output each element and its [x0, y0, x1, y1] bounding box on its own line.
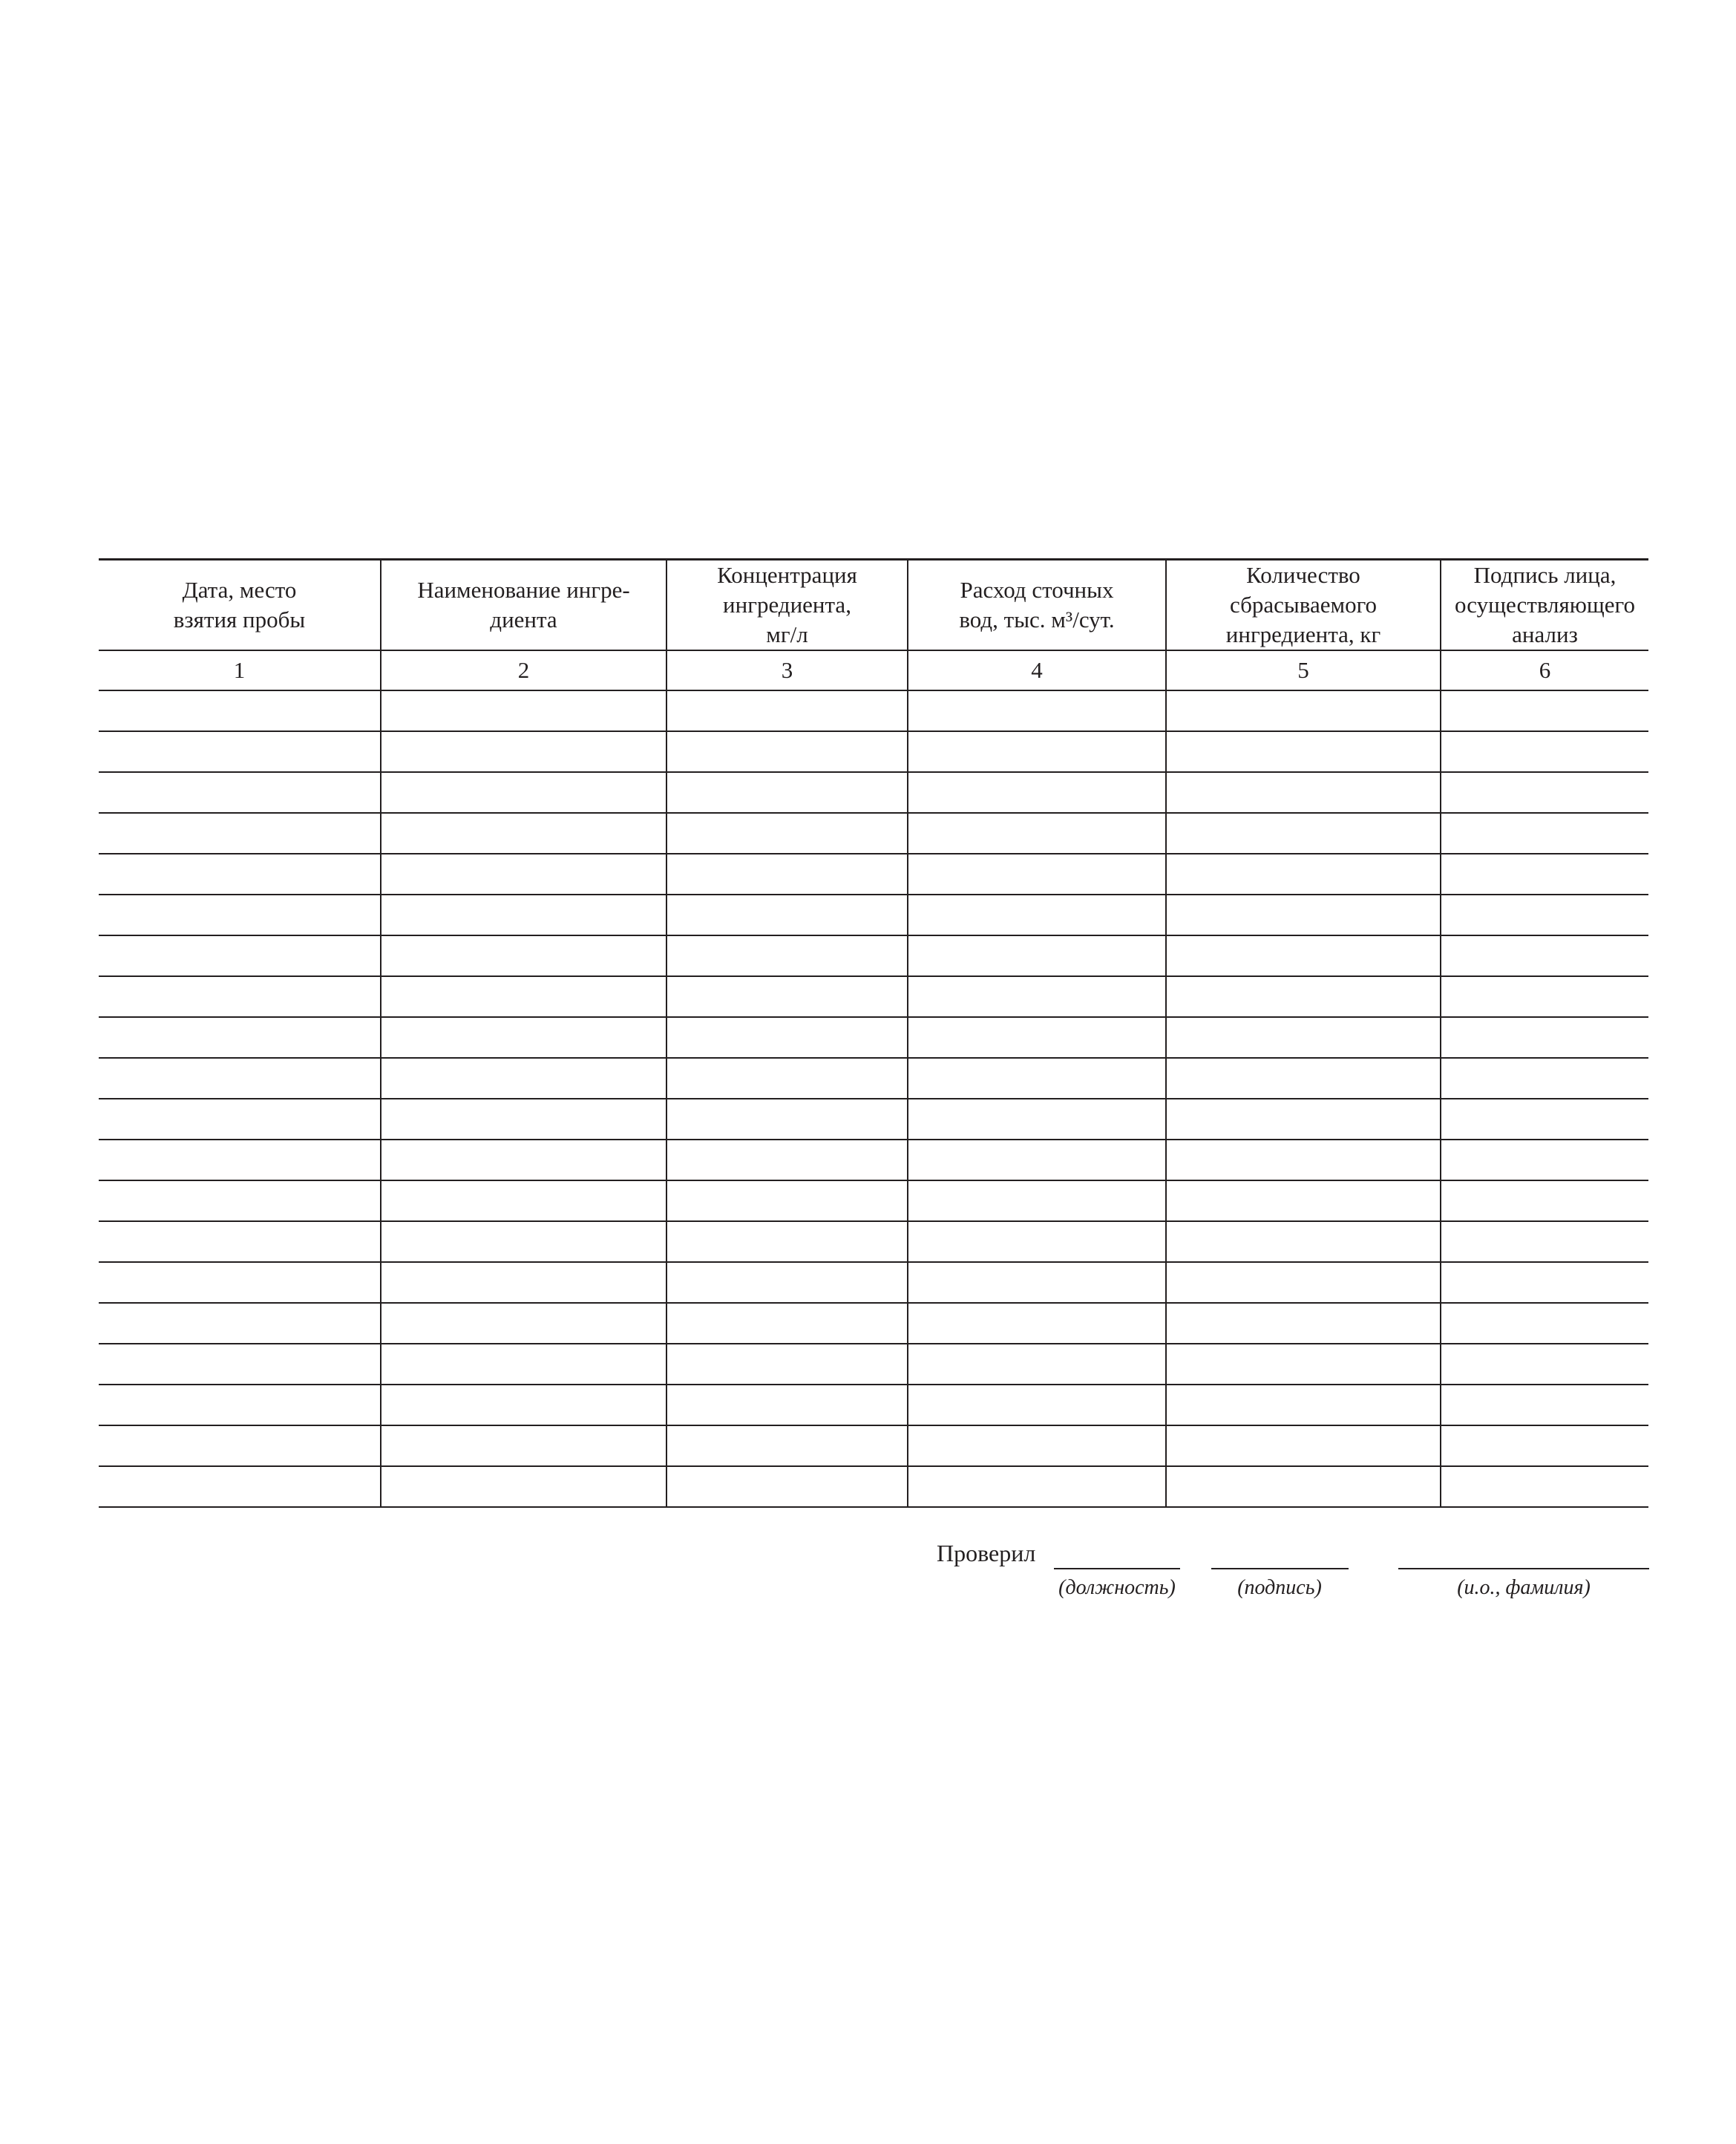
- table-body: [99, 690, 1648, 1507]
- table-cell[interactable]: [1166, 976, 1441, 1017]
- table-cell[interactable]: [908, 1344, 1166, 1385]
- table-cell[interactable]: [99, 976, 381, 1017]
- table-row: [99, 1180, 1648, 1221]
- name-line[interactable]: [1398, 1568, 1649, 1569]
- table-cell[interactable]: [1166, 1344, 1441, 1385]
- table-row: [99, 1140, 1648, 1180]
- table-cell[interactable]: [1166, 1058, 1441, 1099]
- column-header-line: Дата, место: [182, 577, 297, 603]
- column-header-line: Концентрация: [717, 562, 857, 588]
- column-header-line: ингредиента,: [723, 592, 851, 618]
- table-row: [99, 1425, 1648, 1466]
- table-cell[interactable]: [1441, 976, 1648, 1017]
- table-cell[interactable]: [1441, 935, 1648, 976]
- column-number-6: 6: [1441, 650, 1648, 690]
- table-cell[interactable]: [1166, 690, 1441, 731]
- column-number-3: 3: [666, 650, 908, 690]
- table-cell[interactable]: [666, 1099, 908, 1140]
- table-cell[interactable]: [99, 1180, 381, 1221]
- table-cell[interactable]: [1166, 854, 1441, 895]
- table-cell[interactable]: [1166, 1099, 1441, 1140]
- column-header-line: Количество: [1246, 562, 1360, 588]
- table-cell[interactable]: [908, 1099, 1166, 1140]
- table-cell[interactable]: [99, 1221, 381, 1262]
- table-row: [99, 895, 1648, 935]
- table-cell[interactable]: [1441, 1017, 1648, 1058]
- signature-block: [937, 1538, 1649, 1605]
- table-cell[interactable]: [908, 1385, 1166, 1425]
- table-cell[interactable]: [381, 935, 666, 976]
- table-cell[interactable]: [908, 772, 1166, 813]
- table-cell[interactable]: [1166, 935, 1441, 976]
- table-cell[interactable]: [666, 1017, 908, 1058]
- table-cell[interactable]: [666, 1344, 908, 1385]
- table-cell[interactable]: [381, 1344, 666, 1385]
- table-cell[interactable]: [99, 731, 381, 772]
- table-cell[interactable]: [1441, 1344, 1648, 1385]
- table-cell[interactable]: [666, 895, 908, 935]
- table-cell[interactable]: [1166, 895, 1441, 935]
- table-cell[interactable]: [908, 1466, 1166, 1507]
- table-cell[interactable]: [1166, 1140, 1441, 1180]
- table-cell[interactable]: [908, 813, 1166, 854]
- table-row: [99, 1466, 1648, 1507]
- table-cell[interactable]: [908, 1017, 1166, 1058]
- table-cell[interactable]: [666, 772, 908, 813]
- table-cell[interactable]: [381, 690, 666, 731]
- column-header-line: анализ: [1512, 621, 1578, 647]
- table-cell[interactable]: [666, 1140, 908, 1180]
- table-cell[interactable]: [908, 731, 1166, 772]
- table-cell[interactable]: [1441, 1058, 1648, 1099]
- column-header-line: Подпись лица,: [1473, 562, 1617, 588]
- table-cell[interactable]: [1441, 1262, 1648, 1303]
- table-cell[interactable]: [381, 854, 666, 895]
- table-cell[interactable]: [908, 1221, 1166, 1262]
- table-row: [99, 854, 1648, 895]
- table-cell[interactable]: [908, 935, 1166, 976]
- table-cell[interactable]: [1166, 772, 1441, 813]
- signature-caption: (подпись): [1237, 1576, 1322, 1599]
- table-cell[interactable]: [381, 1466, 666, 1507]
- table-cell[interactable]: [99, 935, 381, 976]
- table-cell[interactable]: [1441, 772, 1648, 813]
- column-header-4: [908, 560, 1166, 651]
- table-cell[interactable]: [666, 813, 908, 854]
- table-cell[interactable]: [666, 731, 908, 772]
- column-header-line: осуществляющего: [1454, 592, 1636, 618]
- position-caption: (должность): [1058, 1576, 1176, 1599]
- table-cell[interactable]: [1166, 1262, 1441, 1303]
- table-cell[interactable]: [666, 1221, 908, 1262]
- table-cell[interactable]: [1166, 1385, 1441, 1425]
- table-row: [99, 1099, 1648, 1140]
- column-header-6: [1441, 560, 1648, 651]
- table-cell[interactable]: [99, 1262, 381, 1303]
- table-cell[interactable]: [381, 772, 666, 813]
- table-cell[interactable]: [381, 1140, 666, 1180]
- table-cell[interactable]: [99, 854, 381, 895]
- table-cell[interactable]: [908, 1262, 1166, 1303]
- table-row: [99, 935, 1648, 976]
- table-cell[interactable]: [1441, 1466, 1648, 1507]
- column-number-2: 2: [381, 650, 666, 690]
- column-header-2: [381, 560, 666, 651]
- table-cell[interactable]: [666, 1262, 908, 1303]
- column-header-3: [666, 560, 908, 651]
- table-cell[interactable]: [381, 1262, 666, 1303]
- table-cell[interactable]: [666, 1180, 908, 1221]
- table-cell[interactable]: [908, 690, 1166, 731]
- table-cell[interactable]: [381, 1180, 666, 1221]
- table-cell[interactable]: [666, 1425, 908, 1466]
- table-cell[interactable]: [908, 1140, 1166, 1180]
- table-cell[interactable]: [666, 976, 908, 1017]
- table-cell[interactable]: [1441, 1140, 1648, 1180]
- table-row: [99, 1058, 1648, 1099]
- table-cell[interactable]: [908, 854, 1166, 895]
- table-cell[interactable]: [666, 1303, 908, 1344]
- table-cell[interactable]: [1441, 1385, 1648, 1425]
- table-cell[interactable]: [99, 1385, 381, 1425]
- table-cell[interactable]: [99, 690, 381, 731]
- table-cell[interactable]: [1441, 854, 1648, 895]
- table-cell[interactable]: [1441, 1221, 1648, 1262]
- table-cell[interactable]: [99, 1344, 381, 1385]
- table-cell[interactable]: [99, 1058, 381, 1099]
- column-header-line: Расход сточных: [960, 577, 1114, 603]
- table-cell[interactable]: [381, 895, 666, 935]
- column-header-5: [1166, 560, 1441, 651]
- table-header-row: [99, 560, 1648, 651]
- column-header-line: диента: [490, 607, 557, 633]
- table-cell[interactable]: [1441, 1099, 1648, 1140]
- column-header-1: [99, 560, 381, 651]
- table-cell[interactable]: [1166, 1221, 1441, 1262]
- position-line[interactable]: [1054, 1568, 1180, 1569]
- table-row: [99, 1303, 1648, 1344]
- table-cell[interactable]: [1166, 1017, 1441, 1058]
- column-header-line: взятия пробы: [173, 607, 306, 633]
- table-row: [99, 1262, 1648, 1303]
- table-cell[interactable]: [99, 1099, 381, 1140]
- table-row: [99, 813, 1648, 854]
- table-row: [99, 731, 1648, 772]
- table-row: [99, 1221, 1648, 1262]
- table-cell[interactable]: [908, 895, 1166, 935]
- table-cell[interactable]: [381, 731, 666, 772]
- table-cell[interactable]: [666, 1058, 908, 1099]
- table-row: [99, 690, 1648, 731]
- table-cell[interactable]: [99, 1466, 381, 1507]
- table-cell[interactable]: [908, 976, 1166, 1017]
- table-cell[interactable]: [1441, 731, 1648, 772]
- table-cell[interactable]: [908, 1180, 1166, 1221]
- column-number-4: 4: [908, 650, 1166, 690]
- table-cell[interactable]: [666, 1466, 908, 1507]
- table-cell[interactable]: [381, 813, 666, 854]
- column-number-row: [99, 650, 1648, 690]
- table-cell[interactable]: [99, 813, 381, 854]
- table-cell[interactable]: [666, 935, 908, 976]
- table-cell[interactable]: [381, 1303, 666, 1344]
- table-cell[interactable]: [666, 854, 908, 895]
- column-header-line: мг/л: [766, 621, 808, 647]
- table-cell[interactable]: [381, 1425, 666, 1466]
- table-cell[interactable]: [381, 1385, 666, 1425]
- column-header-line: вод, тыс. м³/сут.: [959, 607, 1115, 633]
- column-number-1: 1: [99, 650, 381, 690]
- table-cell[interactable]: [1166, 1180, 1441, 1221]
- column-header-line: Наименование ингре-: [417, 577, 630, 603]
- table-cell[interactable]: [381, 1017, 666, 1058]
- column-number-5: 5: [1166, 650, 1441, 690]
- table-cell[interactable]: [99, 1140, 381, 1180]
- table-cell[interactable]: [99, 1017, 381, 1058]
- table-cell[interactable]: [1441, 895, 1648, 935]
- table-cell[interactable]: [381, 1058, 666, 1099]
- checked-by-label: Проверил: [937, 1540, 1036, 1566]
- journal-table: [99, 558, 1648, 1508]
- table-cell[interactable]: [381, 1099, 666, 1140]
- table-cell[interactable]: [1441, 690, 1648, 731]
- table-cell[interactable]: [1166, 1466, 1441, 1507]
- table-cell[interactable]: [908, 1058, 1166, 1099]
- table-row: [99, 1344, 1648, 1385]
- table-cell[interactable]: [908, 1425, 1166, 1466]
- table-cell[interactable]: [1441, 1303, 1648, 1344]
- table-cell[interactable]: [1441, 1425, 1648, 1466]
- table-row: [99, 1017, 1648, 1058]
- table-cell[interactable]: [908, 1303, 1166, 1344]
- table-cell[interactable]: [99, 1303, 381, 1344]
- table-cell[interactable]: [99, 1425, 381, 1466]
- table-cell[interactable]: [666, 690, 908, 731]
- table-row: [99, 1385, 1648, 1425]
- table-row: [99, 772, 1648, 813]
- table-cell[interactable]: [1441, 1180, 1648, 1221]
- name-caption: (и.о., фамилия): [1457, 1576, 1591, 1599]
- table-cell[interactable]: [666, 1385, 908, 1425]
- table-row: [99, 976, 1648, 1017]
- column-header-line: сбрасываемого: [1229, 592, 1378, 618]
- table-cell[interactable]: [1166, 731, 1441, 772]
- table-cell[interactable]: [381, 976, 666, 1017]
- table-cell[interactable]: [1166, 1425, 1441, 1466]
- table-cell[interactable]: [99, 895, 381, 935]
- table-cell[interactable]: [1166, 1303, 1441, 1344]
- table-cell[interactable]: [1166, 813, 1441, 854]
- column-header-line: ингредиента, кг: [1225, 621, 1381, 647]
- signature-line[interactable]: [1211, 1568, 1349, 1569]
- table-cell[interactable]: [381, 1221, 666, 1262]
- table-cell[interactable]: [1441, 813, 1648, 854]
- table-cell[interactable]: [99, 772, 381, 813]
